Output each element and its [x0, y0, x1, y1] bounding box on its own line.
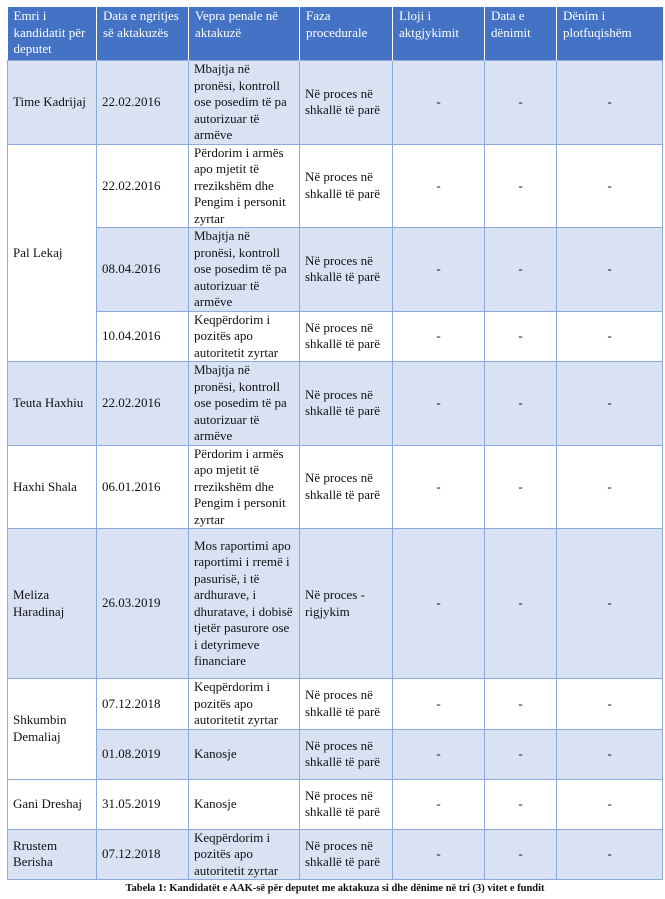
- offense: Mbajtja në pronësi, kontroll ose posedim të pa autorizuar të armëve: [189, 362, 300, 446]
- final-sentence: -: [557, 445, 663, 529]
- header-verdict-type: Lloji i aktgjykimit: [393, 7, 485, 61]
- indictment-date: 26.03.2019: [97, 529, 189, 679]
- final-sentence: -: [557, 829, 663, 880]
- verdict-type: -: [393, 144, 485, 228]
- indictment-date: 06.01.2016: [97, 445, 189, 529]
- offense: Keqpërdorim i pozitës apo autoritetit zyrtar: [189, 311, 300, 362]
- verdict-type: -: [393, 445, 485, 529]
- table-row: [8, 729, 663, 779]
- procedural-phase: Në proces në shkallë të parë: [300, 61, 393, 145]
- final-sentence: -: [557, 61, 663, 145]
- final-sentence: -: [557, 779, 663, 829]
- offense: Keqpërdorim i pozitës apo autoritetit zyrtar: [189, 679, 300, 730]
- sentence-date: -: [485, 445, 557, 529]
- indictment-date: 01.08.2019: [97, 729, 189, 779]
- table-row: [8, 362, 663, 446]
- verdict-type: -: [393, 228, 485, 312]
- candidate-name: Teuta Haxhiu: [8, 362, 97, 446]
- header-name: Emri i kandidatit për deputet: [8, 7, 97, 61]
- header-phase: Faza procedurale: [300, 7, 393, 61]
- table-row: [8, 144, 663, 228]
- procedural-phase: Në proces në shkallë të parë: [300, 144, 393, 228]
- header-row: [8, 7, 663, 61]
- candidates-table: [7, 7, 663, 895]
- offense: Mbajtja në pronësi, kontroll ose posedim të pa autorizuar të armëve: [189, 61, 300, 145]
- sentence-date: -: [485, 61, 557, 145]
- verdict-type: -: [393, 829, 485, 880]
- final-sentence: -: [557, 729, 663, 779]
- sentence-date: -: [485, 144, 557, 228]
- candidate-name: Meliza Haradinaj: [8, 529, 97, 679]
- procedural-phase: Në proces në shkallë të parë: [300, 729, 393, 779]
- procedural-phase: Në proces në shkallë të parë: [300, 311, 393, 362]
- offense: Keqpërdorim i pozitës apo autoritetit zyrtar: [189, 829, 300, 880]
- candidate-name: Time Kadrijaj: [8, 61, 97, 145]
- verdict-type: -: [393, 779, 485, 829]
- offense: Mos raportimi apo raportimi i rremë i pasurisë, i të ardhurave, i dhuratave, i dobisë tjetër pasurore ose i detyrimeve financiare: [189, 529, 300, 679]
- final-sentence: -: [557, 362, 663, 446]
- header-indictment-date: Data e ngritjes së aktakuzës: [97, 7, 189, 61]
- table-row: [8, 311, 663, 362]
- sentence-date: -: [485, 311, 557, 362]
- table-row: [8, 228, 663, 312]
- sentence-date: -: [485, 228, 557, 312]
- verdict-type: -: [393, 529, 485, 679]
- table-row: [8, 829, 663, 880]
- verdict-type: -: [393, 729, 485, 779]
- offense: Kanosje: [189, 729, 300, 779]
- final-sentence: -: [557, 144, 663, 228]
- sentence-date: -: [485, 529, 557, 679]
- header-offense: Vepra penale në aktakuzë: [189, 7, 300, 61]
- table-body: [8, 61, 663, 880]
- procedural-phase: Në proces në shkallë të parë: [300, 679, 393, 730]
- indictment-date: 07.12.2018: [97, 829, 189, 880]
- sentence-date: -: [485, 729, 557, 779]
- indictment-date: 31.05.2019: [97, 779, 189, 829]
- table-row: [8, 779, 663, 829]
- header-sentence-date: Data e dënimit: [485, 7, 557, 61]
- offense: Përdorim i armës apo mjetit të rrezikshëm dhe Pengim i personit zyrtar: [189, 144, 300, 228]
- indictment-date: 22.02.2016: [97, 144, 189, 228]
- offense: Mbajtja në pronësi, kontroll ose posedim të pa autorizuar të armëve: [189, 228, 300, 312]
- table-row: [8, 61, 663, 145]
- table-caption: Tabela 1: Kandidatët e AAK-së për deputet me aktakuza si dhe dënime në tri (3) vitet e fundit: [8, 880, 663, 896]
- candidate-name: Pal Lekaj: [8, 144, 97, 362]
- indictment-date: 10.04.2016: [97, 311, 189, 362]
- sentence-date: -: [485, 779, 557, 829]
- verdict-type: -: [393, 679, 485, 730]
- sentence-date: -: [485, 362, 557, 446]
- final-sentence: -: [557, 679, 663, 730]
- verdict-type: -: [393, 311, 485, 362]
- procedural-phase: Në proces në shkallë të parë: [300, 445, 393, 529]
- candidate-name: Rrustem Berisha: [8, 829, 97, 880]
- candidate-name: Gani Dreshaj: [8, 779, 97, 829]
- final-sentence: -: [557, 228, 663, 312]
- procedural-phase: Në proces - rigjykim: [300, 529, 393, 679]
- procedural-phase: Në proces në shkallë të parë: [300, 779, 393, 829]
- procedural-phase: Në proces në shkallë të parë: [300, 829, 393, 880]
- candidate-name: Haxhi Shala: [8, 445, 97, 529]
- table-row: [8, 445, 663, 529]
- procedural-phase: Në proces në shkallë të parë: [300, 228, 393, 312]
- indictment-date: 07.12.2018: [97, 679, 189, 730]
- caption-row: [8, 880, 663, 896]
- sentence-date: -: [485, 679, 557, 730]
- indictment-date: 08.04.2016: [97, 228, 189, 312]
- offense: Përdorim i armës apo mjetit të rrezikshëm dhe Pengim i personit zyrtar: [189, 445, 300, 529]
- procedural-phase: Në proces në shkallë të parë: [300, 362, 393, 446]
- table-row: [8, 679, 663, 730]
- sentence-date: -: [485, 829, 557, 880]
- verdict-type: -: [393, 362, 485, 446]
- candidate-name: Shkumbin Demaliaj: [8, 679, 97, 780]
- offense: Kanosje: [189, 779, 300, 829]
- final-sentence: -: [557, 529, 663, 679]
- final-sentence: -: [557, 311, 663, 362]
- table-row: [8, 529, 663, 679]
- header-final-sentence: Dënim i plotfuqishëm: [557, 7, 663, 61]
- verdict-type: -: [393, 61, 485, 145]
- indictment-date: 22.02.2016: [97, 362, 189, 446]
- indictment-date: 22.02.2016: [97, 61, 189, 145]
